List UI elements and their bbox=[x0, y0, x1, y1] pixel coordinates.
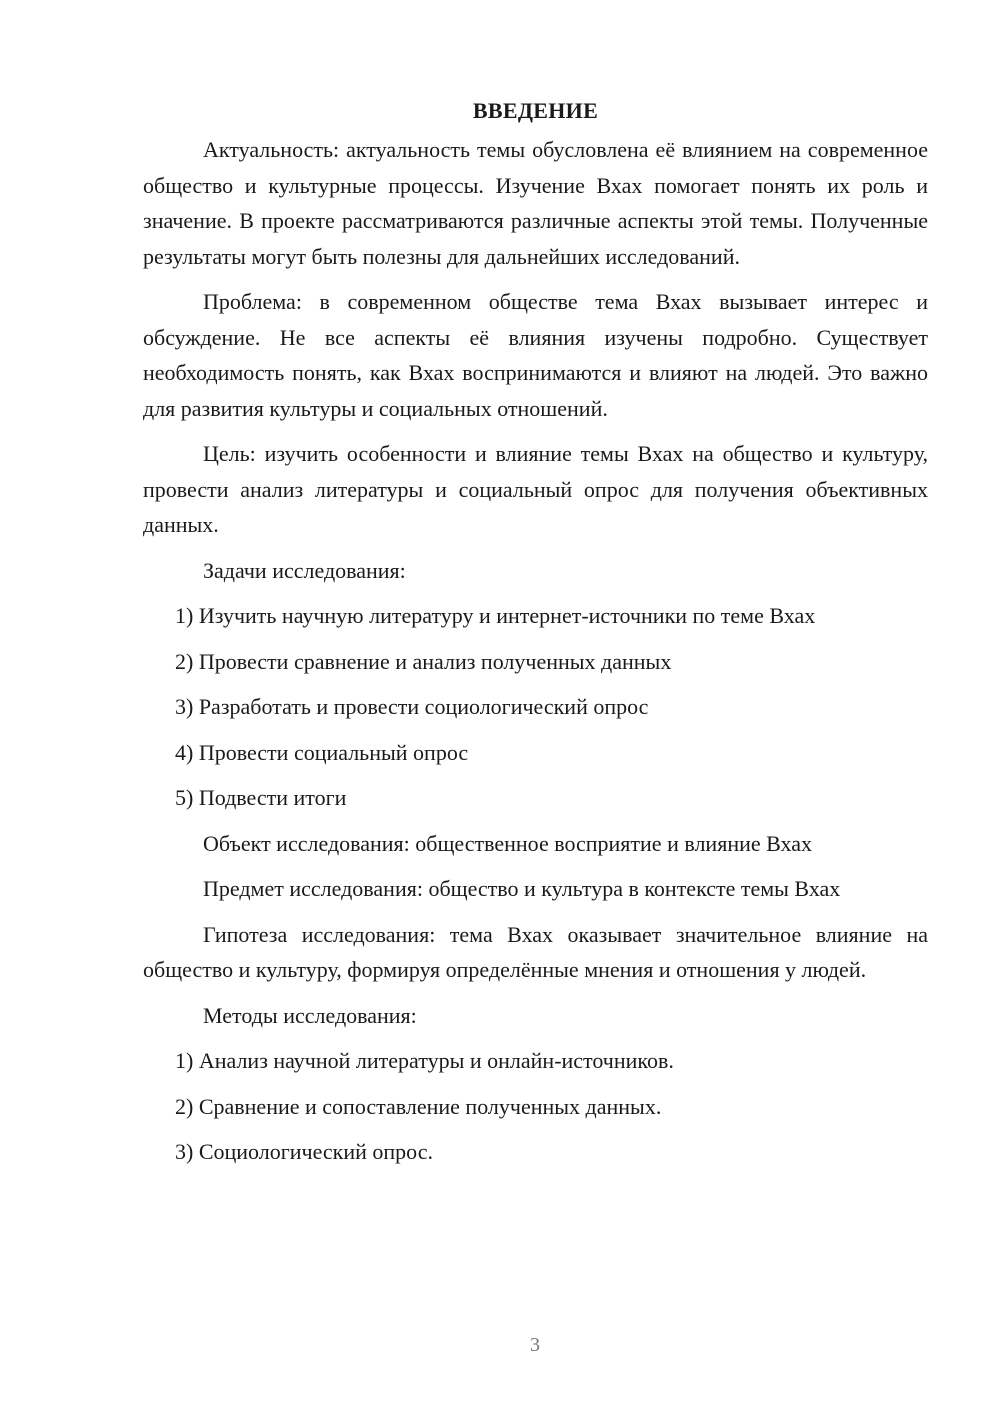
hypothesis-paragraph: Гипотеза исследования: тема Вхах оказывает значительное влияние на общество и культуру, формируя определённые мнения и отношения у людей. bbox=[143, 921, 928, 982]
page-title: ВВЕДЕНИЕ bbox=[472, 98, 599, 123]
list-item: 5) Подвести итоги bbox=[175, 785, 347, 810]
list-item: 4) Провести социальный опрос bbox=[175, 739, 469, 765]
relevance-paragraph: Актуальность: актуальность темы обусловлена её влиянием на современное общество и культурные процессы. Изучение Вхах помогает понять их роль и значение. В проекте рассматриваются различные аспекты этой темы. Полученные результаты могут быть полезны для дальнейших исследований. bbox=[143, 137, 928, 269]
list-item: 2) Сравнение и сопоставление полученных данных. bbox=[175, 1093, 662, 1119]
list-item: 3) Социологический опрос. bbox=[175, 1139, 433, 1164]
list-item: 1) Изучить научную литературу и интернет-источники по теме Вхах bbox=[175, 603, 816, 628]
methods-heading: Методы исследования: bbox=[203, 1002, 417, 1028]
tasks-heading: Задачи исследования: bbox=[203, 557, 406, 583]
page-number: 3 bbox=[530, 1334, 540, 1356]
object-paragraph: Объект исследования: общественное восприятие и влияние Вхах bbox=[203, 830, 812, 856]
subject-paragraph: Предмет исследования: общество и культура в контексте темы Вхах bbox=[203, 876, 841, 901]
problem-paragraph: Проблема: в современном обществе тема Вхах вызывает интерес и обсуждение. Не все аспекты её влияния изучены подробно. Существует необходимость понять, как Вхах воспринимаются и влияют на людей. Это важно для развития культуры и социальных отношений. bbox=[143, 289, 928, 421]
list-item: 3) Разработать и провести социологический опрос bbox=[175, 694, 649, 719]
document-page bbox=[143, 96, 928, 1180]
list-item: 2) Провести сравнение и анализ полученных данных bbox=[175, 648, 672, 674]
tasks-list bbox=[143, 598, 928, 816]
goal-paragraph: Цель: изучить особенности и влияние темы Вхах на общество и культуру, провести анализ литературы и социальный опрос для получения объективных данных. bbox=[143, 441, 928, 537]
list-item: 1) Анализ научной литературы и онлайн-источников. bbox=[175, 1048, 674, 1073]
methods-list bbox=[143, 1043, 928, 1170]
